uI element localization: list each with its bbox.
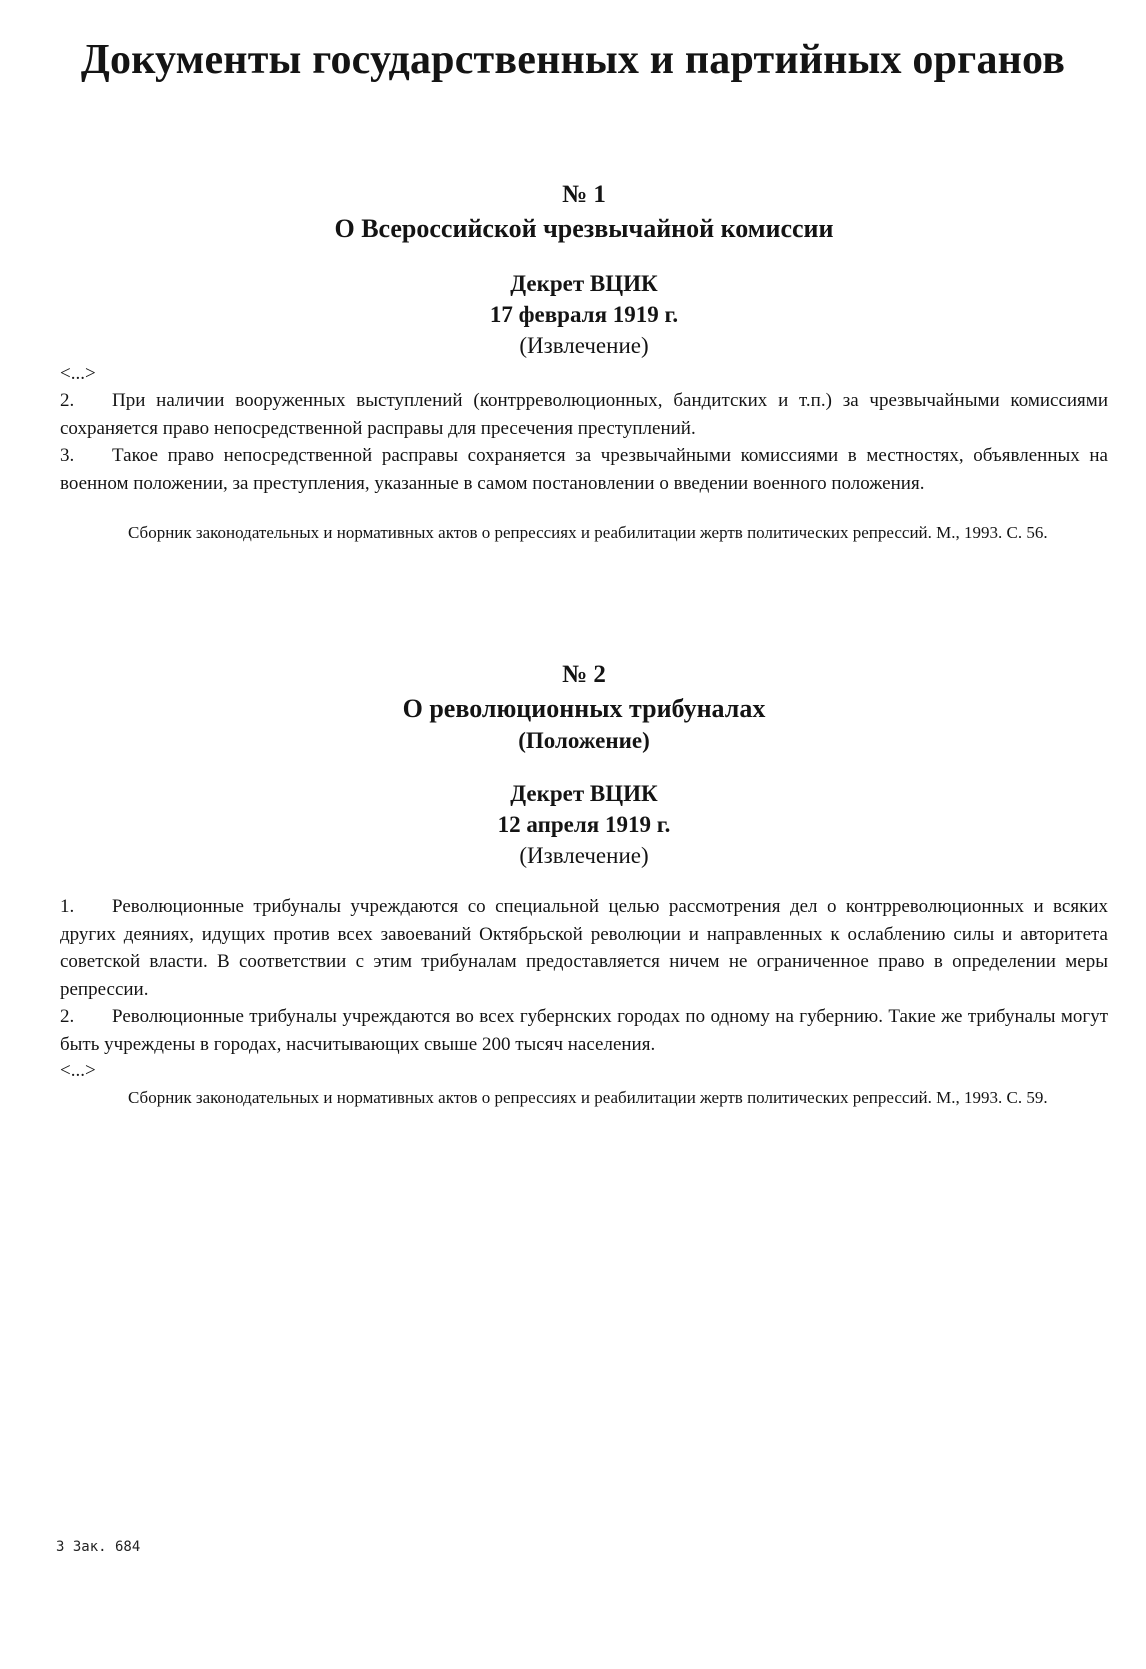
paragraph-number: 2. [60, 390, 75, 411]
document-2 [60, 658, 1108, 1112]
paragraph-number: 1. [60, 896, 75, 917]
omission-marker: <...> [60, 1060, 96, 1081]
paragraph-text: При наличии вооруженных выступлений (контрреволюционных, бандитских и т.п.) за чрезвычайными комиссиями сохраняется право непосредственной расправы для пресечения преступлений. [60, 390, 1108, 439]
document-2-paragraph [60, 1003, 1108, 1058]
document-1-source-citation: Сборник законодательных и нормативных актов о репрессиях и реабилитации жертв политических репрессий. М., 1993. С. 56. [128, 523, 1048, 542]
document-2-date: 12 апреля 1919 г. [497, 812, 671, 837]
document-2-title: О революционных трибуналах [402, 694, 766, 723]
document-1-paragraph [60, 387, 1108, 442]
document-2-body [60, 893, 1108, 1084]
paragraph-number: 3. [60, 445, 75, 466]
document-1-decree: Декрет ВЦИК [510, 271, 658, 296]
document-2-decree: Декрет ВЦИК [510, 781, 658, 806]
document-1-title: О Всероссийской чрезвычайной комиссии [334, 214, 834, 243]
document-1-body [60, 361, 1108, 497]
omission-marker: <...> [60, 363, 96, 384]
paragraph-text: Революционные трибуналы учреждаются во всех губернских городах по одному на губернию. Такие же трибуналы могут быть учреждены в городах, насчитывающих свыше 200 тысяч населения. [60, 1006, 1108, 1055]
document-2-paragraph [60, 893, 1108, 1003]
document-1-number: № 1 [562, 181, 606, 208]
paragraph-text: Такое право непосредственной расправы сохраняется за чрезвычайными комиссиями в местностях, объявленных на военном положении, за преступления, указанные в самом постановлении о введении военного положения. [60, 445, 1108, 494]
document-1-header [60, 178, 1108, 361]
page-title: Документы государственных и партийных органов [80, 37, 1066, 83]
document-2-number: № 2 [562, 661, 606, 688]
document-1-excerpt-label: (Извлечение) [519, 333, 649, 358]
document-2-excerpt-label: (Извлечение) [519, 843, 649, 868]
document-2-source-citation: Сборник законодательных и нормативных актов о репрессиях и реабилитации жертв политических репрессий. М., 1993. С. 59. [128, 1088, 1048, 1107]
document-2-subtitle: (Положение) [518, 728, 650, 753]
printer-order-mark: 3 Зак. 684 [56, 1539, 141, 1555]
document-1-date: 17 февраля 1919 г. [489, 302, 679, 327]
document-1-paragraph [60, 442, 1108, 497]
paragraph-number: 2. [60, 1006, 75, 1027]
document-2-header [60, 658, 1108, 871]
document-1 [60, 178, 1108, 547]
paragraph-text: Революционные трибуналы учреждаются со специальной целью рассмотрения дел о контрреволюционных и всяких других деяниях, идущих против всех завоеваний Октябрьской революции и направленных к ослаблению силы и авторитета советской власти. В соответствии с этим трибуналам предоставляется ничем не ограниченное право в определении меры репрессии. [60, 896, 1108, 1000]
